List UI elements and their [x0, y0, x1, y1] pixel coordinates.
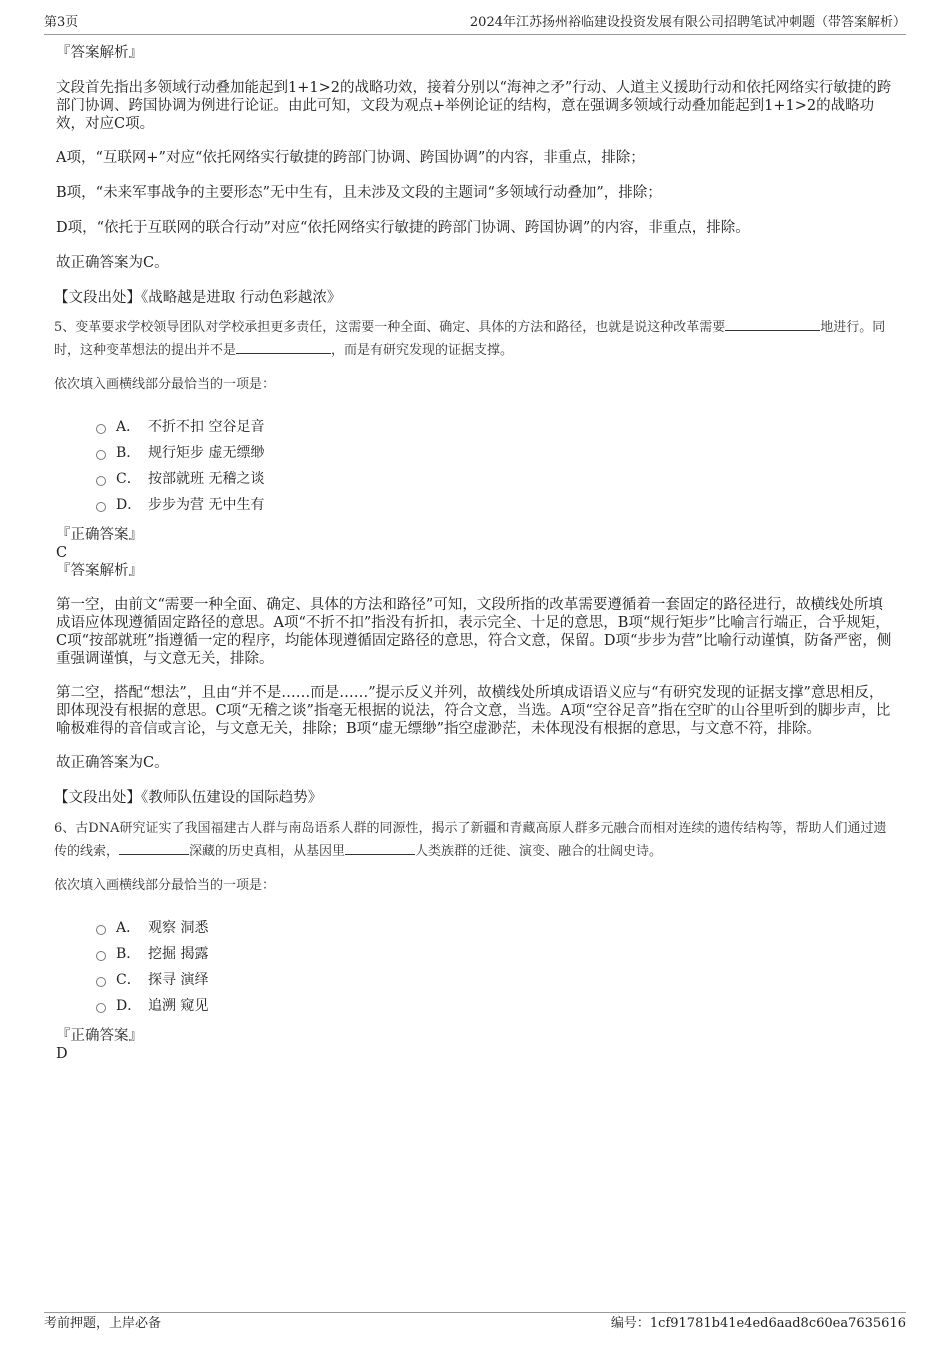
radio-icon[interactable] [96, 424, 106, 434]
option-a[interactable] [96, 915, 894, 941]
option-d[interactable] [96, 492, 894, 518]
correct-answer: C [56, 545, 68, 561]
radio-icon[interactable] [96, 925, 106, 935]
analysis-conclusion: 故正确答案为C。 [56, 255, 169, 271]
page-content [56, 44, 894, 1063]
document-code: 编号：1cf91781b41e4ed6aad8c60ea7635616 [610, 1316, 906, 1331]
option-c[interactable] [96, 967, 894, 993]
radio-icon[interactable] [96, 951, 106, 961]
radio-icon[interactable] [96, 1003, 106, 1013]
option-d[interactable] [96, 993, 894, 1019]
option-text: 步步为营 无中生有 [148, 497, 265, 513]
question-instruction: 依次填入画横线部分最恰当的一项是： [54, 878, 276, 893]
fill-blank [119, 840, 189, 855]
option-letter: A． [116, 920, 141, 936]
question-6-stem [54, 818, 894, 863]
page-number: 第3页 [44, 15, 79, 30]
correct-answer-label: 『正确答案』 [56, 1028, 143, 1044]
page-header [44, 14, 906, 35]
question-text: 深藏的历史真相，从基因里 [189, 844, 346, 859]
page-footer [44, 1312, 906, 1333]
analysis-paragraph: 第二空，搭配“想法”，且由“并不是……而是……”提示反义并列，故横线处所填成语语义应与“有研究发现的证据支撑”意思相反，即体现没有根据的意思。C项“无稽之谈”指毫无根据的说法，符合文意，当选。A项“空谷足音”指在空旷的山谷里听到的脚步声，比喻极难得的音信或言论，与文意无关，排除；B项“虚无缥缈”指空虚渺茫，未体现没有根据的意思，与文意不符，排除。 [56, 685, 891, 737]
analysis-label: 『答案解析』 [56, 563, 143, 579]
option-b[interactable] [96, 440, 894, 466]
analysis-paragraph: 第一空，由前文“需要一种全面、确定、具体的方法和路径”可知，文段所指的改革需要遵循着一套固定的路径进行，故横线处所填成语应体现遵循固定路径的意思。A项“不折不扣”指没有折扣，表示完全、十足的意思，B项“规行矩步”比喻言行端正，合乎规矩，C项“按部就班”指遵循一定的程序，均能体现遵循固定路径的意思，符合文意，保留。D项“步步为营”比喻行动谨慎，防备严密，侧重强调谨慎，与文意无关，排除。 [56, 597, 892, 667]
question-5-stem [54, 316, 894, 362]
radio-icon[interactable] [96, 502, 106, 512]
option-letter: B． [116, 445, 141, 461]
document-title: 2024年江苏扬州裕临建设投资发展有限公司招聘笔试冲刺题（带答案解析） [469, 15, 906, 30]
text-source: 【文段出处】《战略越是进取 行动色彩越浓》 [54, 290, 342, 306]
question-instruction: 依次填入画横线部分最恰当的一项是： [54, 377, 276, 392]
question-5-options [96, 414, 894, 518]
option-text: 追溯 窥见 [148, 998, 209, 1014]
correct-answer-label: 『正确答案』 [56, 527, 143, 543]
option-a[interactable] [96, 414, 894, 440]
option-letter: A． [116, 419, 141, 435]
option-text: 观察 洞悉 [148, 920, 209, 936]
option-letter: B． [116, 946, 141, 962]
radio-icon[interactable] [96, 977, 106, 987]
option-letter: D． [116, 998, 142, 1014]
fill-blank [725, 316, 820, 331]
question-text: 地进行。同时，这种变革想法的提出并不是 [54, 320, 886, 358]
option-text: 探寻 演绎 [148, 972, 209, 988]
fill-blank [236, 339, 331, 354]
option-letter: C． [116, 471, 141, 487]
question-text: ，而是有研究发现的证据支撑。 [331, 343, 514, 358]
option-text: 挖掘 揭露 [148, 946, 209, 962]
option-letter: C． [116, 972, 141, 988]
option-letter: D． [116, 497, 142, 513]
question-6-options [96, 915, 894, 1019]
fill-blank [345, 840, 415, 855]
analysis-label: 『答案解析』 [56, 45, 143, 61]
analysis-option-a: A项，“互联网+”对应“依托网络实行敏捷的跨部门协调、跨国协调”的内容，非重点，排除； [56, 150, 645, 166]
analysis-option-b: B项，“未来军事战争的主要形态”无中生有，且未涉及文段的主题词“多领域行动叠加”，排除； [56, 185, 662, 201]
question-text: 6、古DNA研究证实了我国福建古人群与南岛语系人群的同源性，揭示了新疆和青藏高原人群多元融合而相对连续的遗传结构等，帮助人们通过遗传的线索， [54, 821, 887, 859]
option-text: 规行矩步 虚无缥缈 [148, 445, 265, 461]
option-c[interactable] [96, 466, 894, 492]
footer-slogan: 考前押题，上岸必备 [44, 1316, 162, 1331]
analysis-conclusion: 故正确答案为C。 [56, 755, 169, 771]
option-text: 不折不扣 空谷足音 [148, 419, 265, 435]
correct-answer: D [56, 1046, 68, 1062]
option-b[interactable] [96, 941, 894, 967]
option-text: 按部就班 无稽之谈 [148, 471, 265, 487]
analysis-paragraph: 文段首先指出多领域行动叠加能起到1+1>2的战略功效，接着分别以“海神之矛”行动、人道主义援助行动和依托网络实行敏捷的跨部门协调、跨国协调为例进行论证。由此可知，文段为观点+举例论证的结构，意在强调多领域行动叠加能起到1+1>2的战略功效，对应C项。 [56, 80, 892, 132]
radio-icon[interactable] [96, 450, 106, 460]
analysis-option-d: D项，“依托于互联网的联合行动”对应“依托网络实行敏捷的跨部门协调、跨国协调”的内容，非重点，排除。 [56, 220, 750, 236]
text-source: 【文段出处】《教师队伍建设的国际趋势》 [54, 790, 323, 806]
question-text: 5、变革要求学校领导团队对学校承担更多责任，这需要一种全面、确定、具体的方法和路径，也就是说这种改革需要 [54, 320, 726, 335]
question-text: 人类族群的迁徙、演变、融合的壮阔史诗。 [415, 844, 663, 859]
radio-icon[interactable] [96, 476, 106, 486]
